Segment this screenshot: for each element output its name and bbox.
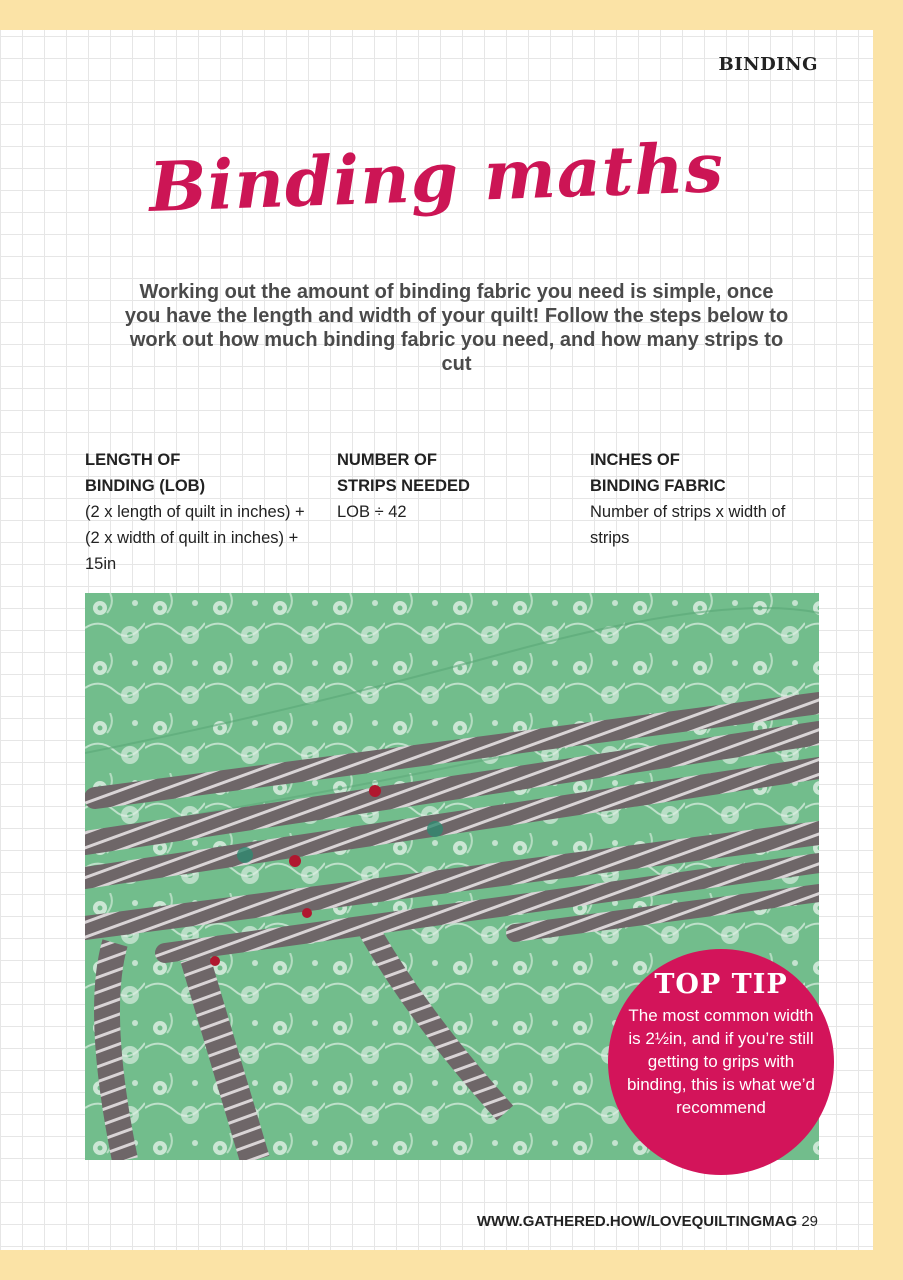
footer-url[interactable]: WWW.GATHERED.HOW/LOVEQUILTINGMAG [476,1213,798,1230]
formula-column-strips [337,447,577,525]
column-heading: INCHES OF [590,451,680,469]
column-body: LOB ÷ 42 [337,503,407,521]
column-heading: BINDING FABRIC [590,477,726,495]
page-title: Binding maths [147,127,726,229]
column-heading: NUMBER OF [337,451,437,469]
formula-column-fabric [590,447,820,551]
column-body: (2 x length of quilt in inches) + (2 x width of quilt in inches) + 15in [85,503,305,573]
page-number: 29 [801,1213,818,1230]
tip-title: TOP TIP [654,969,788,1000]
intro-paragraph: Working out the amount of binding fabric you need is simple, once you have the length and width of your quilt! Follow the steps below to work out how much binding fabric you need, and how many strips to cut [124,281,789,375]
tip-text: The most common width is 2½in, and if you’re still getting to grips with binding, this is what we’d recommend [626,1006,816,1117]
column-body: Number of strips x width of strips [590,503,786,547]
column-heading: STRIPS NEEDED [337,477,470,495]
column-heading: BINDING (LOB) [85,477,206,495]
formula-column-length [85,447,323,577]
column-heading: LENGTH OF [85,451,181,469]
magazine-page [0,30,873,1250]
section-label: BINDING [718,54,818,75]
top-tip-badge [608,949,834,1175]
page-footer [477,1213,818,1230]
